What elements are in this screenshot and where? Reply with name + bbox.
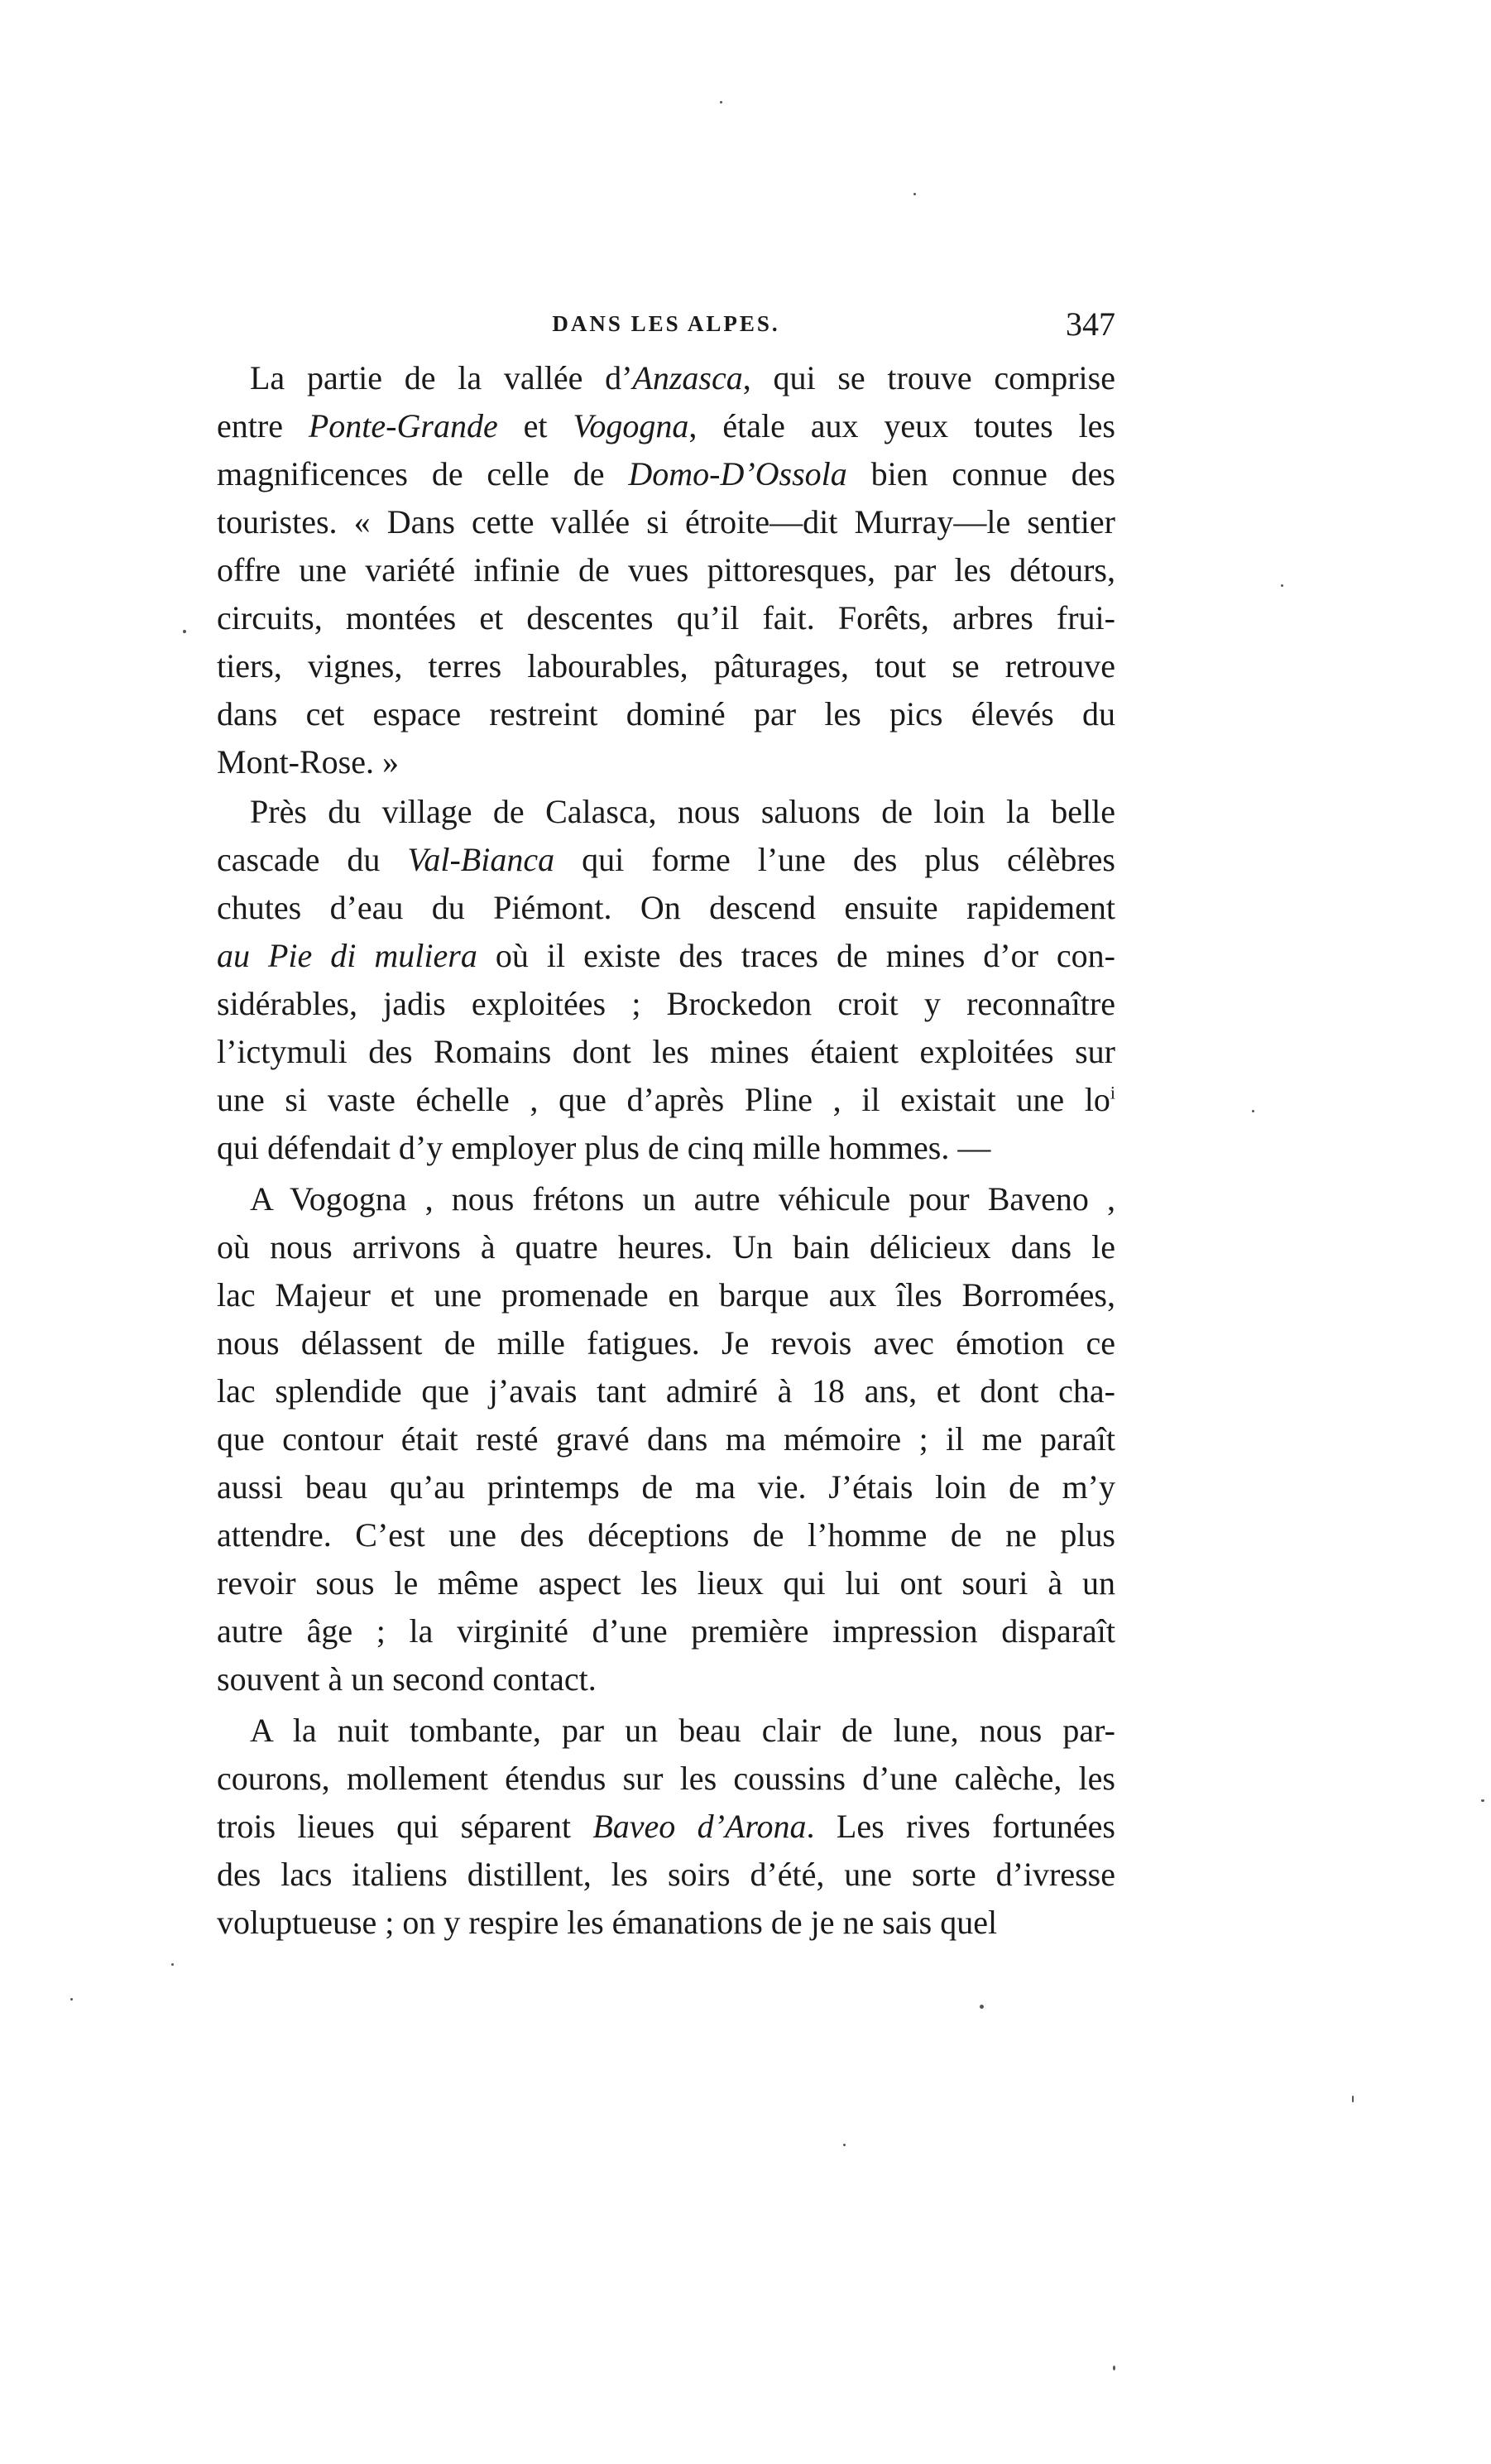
text-run: courons, mollement étendus sur les coussins d’une calèche, les (217, 1760, 1115, 1797)
text-line (217, 594, 1115, 642)
text-run: que contour était resté gravé dans ma mémoire ; il me paraît (217, 1420, 1115, 1458)
italic-text: au Pie di muliera (217, 937, 477, 974)
text-run: , étale aux yeux toutes les (688, 407, 1115, 444)
scan-speck (70, 1998, 73, 2000)
text-line (217, 738, 1115, 786)
text-run: voluptueuse ; on y respire les émanations de je ne sais quel (217, 1904, 998, 1941)
italic-text: Val-Bianca (407, 841, 555, 878)
running-head (217, 305, 1115, 346)
text-line (217, 450, 1115, 498)
text-line (217, 1415, 1115, 1463)
text-run: nous délassent de mille fatigues. Je revois avec émotion ce (217, 1324, 1115, 1362)
text-run: cascade du (217, 841, 408, 878)
text-run: , qui se trouve comprise (742, 359, 1115, 396)
text-run: Près du village de Calasca, nous saluons de loin la belle (250, 793, 1115, 830)
text-run: sidérables, jadis exploitées ; Brockedon croit y reconnaître (217, 985, 1115, 1022)
text-run: une si vaste échelle , que d’après Pline , il existait une lo (217, 1081, 1110, 1118)
superscript-text: i (1110, 1082, 1115, 1103)
text-line (217, 1803, 1115, 1851)
text-run: attendre. C’est une des déceptions de l’homme de ne plus (217, 1516, 1115, 1554)
text-run: où il existe des traces de mines d’or con- (477, 937, 1115, 974)
text-run: souvent à un second contact. (217, 1660, 597, 1698)
text-line (217, 1755, 1115, 1803)
text-line (217, 884, 1115, 932)
text-line (217, 1851, 1115, 1899)
body-text (217, 354, 1115, 1947)
scan-speck (913, 193, 916, 195)
text-line (217, 402, 1115, 450)
italic-text: Vogogna (573, 407, 689, 444)
text-line (217, 546, 1115, 594)
running-head-title: DANS LES ALPES. (552, 311, 780, 336)
text-run: où nous arrivons à quatre heures. Un bain délicieux dans le (217, 1228, 1115, 1266)
scan-speck (171, 1963, 174, 1966)
text-line (217, 498, 1115, 546)
scan-speck (1481, 1799, 1484, 1802)
text-run: offre une variété infinie de vues pittoresques, par les détours, (217, 551, 1115, 588)
text-line (217, 1124, 1115, 1172)
text-line (217, 836, 1115, 884)
text-run: autre âge ; la virginité d’une première impression disparaît (217, 1612, 1115, 1650)
text-run: A Vogogna , nous frétons un autre véhicule pour Baveno , (250, 1180, 1115, 1218)
text-line (217, 788, 1115, 836)
scan-speck (1281, 584, 1283, 587)
text-line (217, 690, 1115, 738)
italic-text: Domo-D’Ossola (628, 455, 847, 492)
text-run: qui défendait d’y employer plus de cinq mille hommes. — (217, 1129, 991, 1166)
scan-speck (1352, 2096, 1354, 2102)
italic-text: Baveo d’Arona (592, 1808, 807, 1845)
text-run: lac Majeur et une promenade en barque aux îles Borromées, (217, 1276, 1115, 1314)
page-number: 347 (1066, 305, 1115, 343)
scan-speck (980, 2005, 984, 2009)
text-line (217, 1076, 1115, 1124)
text-run: dans cet espace restreint dominé par les pics élevés du (217, 695, 1115, 732)
text-run: . Les rives fortunées (806, 1808, 1115, 1845)
text-line (217, 1707, 1115, 1755)
text-run: lac splendide que j’avais tant admiré à 18 ans, et dont cha- (217, 1372, 1115, 1410)
text-run: A la nuit tombante, par un beau clair de lune, nous par- (250, 1712, 1115, 1749)
scan-speck (1252, 1110, 1254, 1112)
text-line (217, 1223, 1115, 1271)
text-run: entre (217, 407, 309, 444)
text-run: Mont-Rose. » (217, 743, 399, 781)
text-line (217, 1319, 1115, 1367)
text-run: revoir sous le même aspect les lieux qui lui ont souri à un (217, 1564, 1115, 1602)
text-run: trois lieues qui séparent (217, 1808, 593, 1845)
text-run: des lacs italiens distillent, les soirs d’été, une sorte d’ivresse (217, 1856, 1115, 1893)
text-line (217, 1367, 1115, 1415)
italic-text: Anzasca (632, 359, 743, 396)
text-line (217, 642, 1115, 690)
text-line (217, 1511, 1115, 1559)
text-run: magnificences de celle de (217, 455, 629, 492)
text-line (217, 1607, 1115, 1655)
text-run: l’ictymuli des Romains dont les mines étaient exploitées sur (217, 1033, 1115, 1070)
text-run: La partie de la vallée d’ (250, 359, 633, 396)
scan-speck (1113, 2366, 1115, 2370)
italic-text: Ponte-Grande (308, 407, 498, 444)
text-run: circuits, montées et descentes qu’il fait. Forêts, arbres frui- (217, 599, 1115, 636)
text-line (217, 980, 1115, 1028)
text-line (217, 1899, 1115, 1947)
text-run: tiers, vignes, terres labourables, pâturages, tout se retrouve (217, 647, 1115, 684)
text-line (217, 1175, 1115, 1223)
text-run: bien connue des (846, 455, 1115, 492)
text-line (217, 932, 1115, 980)
text-line (217, 1271, 1115, 1319)
text-run: touristes. « Dans cette vallée si étroite—dit Murray—le sentier (217, 503, 1115, 540)
text-run: qui forme l’une des plus célèbres (554, 841, 1115, 878)
scan-speck (720, 101, 722, 103)
text-run: chutes d’eau du Piémont. On descend ensuite rapidement (217, 889, 1115, 926)
text-line (217, 1028, 1115, 1076)
scan-speck (843, 2144, 846, 2146)
text-line (217, 354, 1115, 402)
text-line (217, 1463, 1115, 1511)
text-run: aussi beau qu’au printemps de ma vie. J’étais loin de m’y (217, 1468, 1115, 1506)
scan-speck (183, 630, 186, 633)
text-run: et (497, 407, 573, 444)
text-line (217, 1559, 1115, 1607)
text-line (217, 1655, 1115, 1703)
